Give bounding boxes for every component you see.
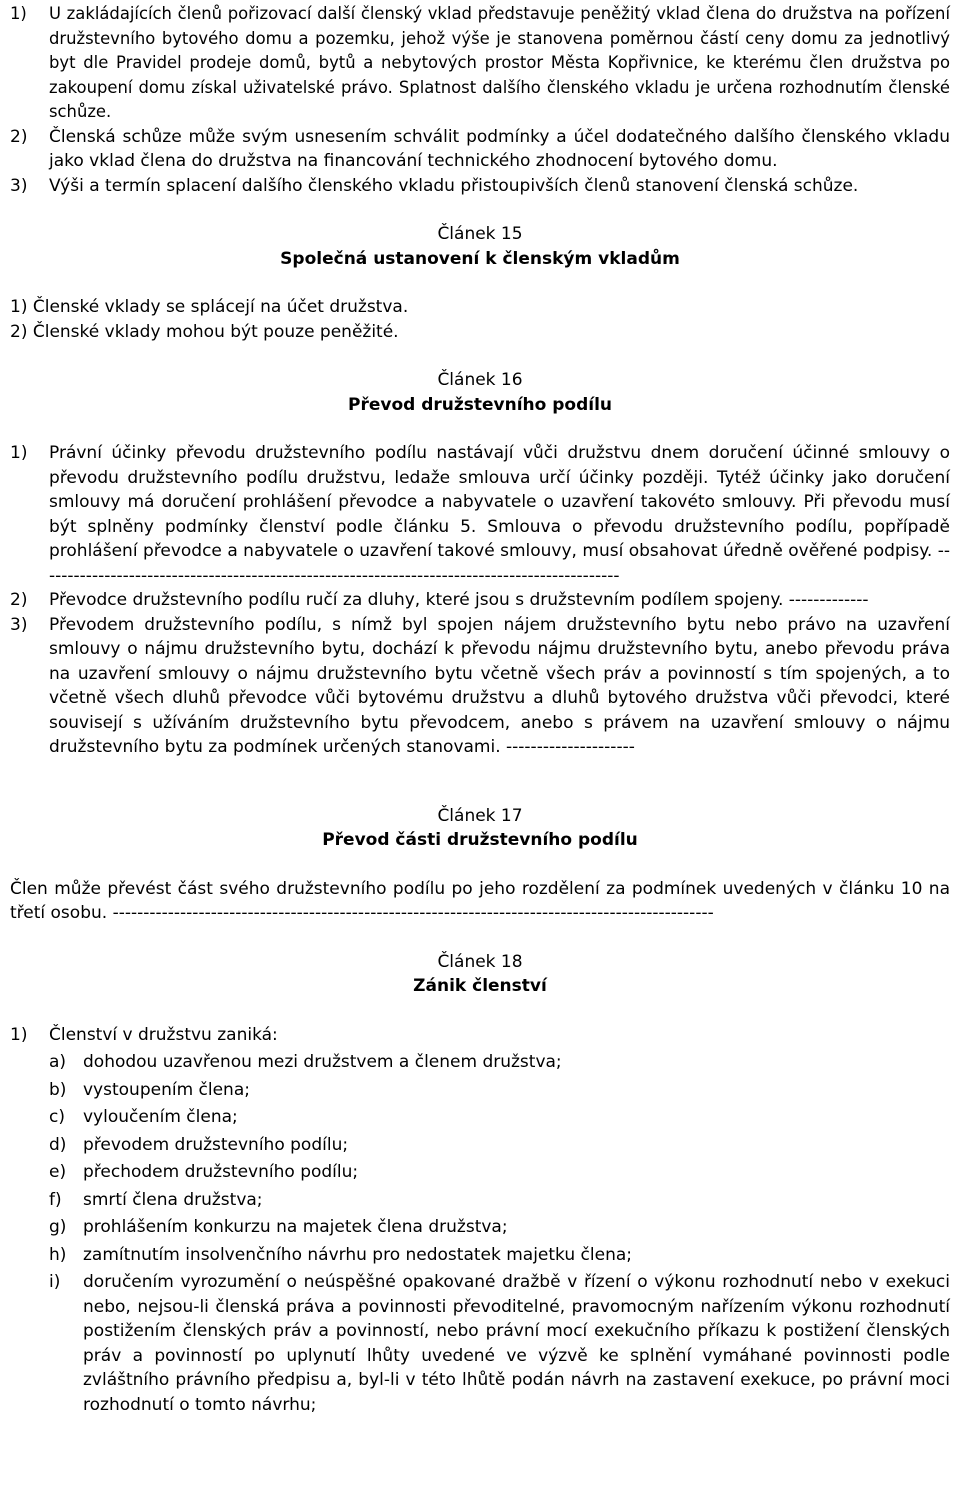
item-number: 3) [10,175,28,196]
sub-item-text: prohlášením konkurzu na majetek člena družstva; [83,1217,508,1237]
list-item [10,1023,950,1048]
sub-item-f [10,1188,950,1213]
sub-item-letter: c) [49,1107,65,1127]
sub-item-text: doručením vyrozumění o neúspěšné opakované dražbě v řízení o výkonu rozhodnutí nebo v exekuci nebo, nejsou-li členská práva a povinnosti převoditelné, pravomocným nařízením výkonu rozhodnutí postižením členských práv a povinností, nebo právní mocí exekučního příkazu k postižení členských práv a povinností po uplynutí lhůty uvedené ve výzvě ke splnění vymáhané povinnosti podle zvláštního právního předpisu a, byl-li v této lhůtě podán návrh na zastavení exekuce, po právní moci rozhodnutí o tomto návrhu; [83,1272,950,1415]
item-text: Převodem družstevního podílu, s nímž byl spojen nájem družstevního bytu nebo právo na uzavření smlouvy o nájmu družstevního bytu, dochází k převodu nájmu družstevního bytu, anebo převodu práva na uzavření smlouvy o nájmu družstevního bytu včetně všech práv a povinností s tím spojených, a to včetně všech dluhů převodce vůči bytovému družstvu a dluhů bytového družstva vůči převodci, které souvisejí s užíváním družstevního bytu převodcem, anebo s právem na uzavření smlouvy o nájmu družstevního bytu za podmínek určených stanovami. --------------------- [49,614,950,757]
sub-item-i [10,1270,950,1417]
article-title: Společná ustanovení k členským vkladům [280,248,680,269]
item-text: Právní účinky převodu družstevního podílu nastávají vůči družstvu dnem doručení účinné smlouvy o převodu družstevního podílu družstvu, ledaže smlouva určí účinky později. Tytéž účinky jako doručení smlouvy má doručení prohlášení převodce a nabyvatele o uzavření takovéto smlouvy. Při převodu musí být splněny podmínky členství podle článku 5. Smlouva o převodu družstevního podílu, popřípadě prohlášení převodce a nabyvatele o uzavření takové smlouvy, musí obsahovat úředně ověřené podpisy. ----------------------------------------------------------------------------------------------- [49,443,950,586]
list-item: 2) Členské vklady mohou být pouze peněžité. [10,321,399,342]
sub-item-letter: b) [49,1079,67,1100]
sub-item-text: převodem družstevního podílu; [83,1134,349,1155]
sub-item-g [10,1215,950,1240]
top-item-3 [10,174,950,199]
item-text: Výši a termín splacení dalšího členského vkladu přistoupivších členů stanovení členská schůze. [49,175,859,196]
article-heading: Článek 16 [437,370,523,390]
sub-item-c [10,1105,950,1130]
top-item-2 [10,125,950,174]
item-text: Členství v družstvu zaniká: [49,1024,278,1045]
article-16 [10,368,950,760]
article-title: Zánik členství [413,976,547,996]
item-number: 2) [10,126,28,147]
list-item [10,588,950,613]
article-15-items [10,295,950,344]
item-number: 3) [10,614,28,635]
sub-item-letter: f) [49,1189,62,1210]
sub-item-letter: h) [49,1244,67,1265]
article-heading: Článek 18 [437,951,523,972]
sub-item-letter: i) [49,1272,61,1292]
item-number: 1) [10,4,27,23]
sub-item-letter: e) [49,1162,67,1182]
item-number: 1) [10,1024,28,1045]
sub-item-letter: d) [49,1134,67,1155]
sub-item-d [10,1133,950,1158]
top-section [10,2,950,198]
article-17-text: Člen může převést část svého družstevního podílu po jeho rozdělení za podmínek uvedených v článku 10 na třetí osobu. -------------------------------------------------------------------------------------------------- [10,878,950,923]
list-item [10,613,950,760]
list-item [10,441,950,588]
sub-item-letter: a) [49,1052,67,1072]
sub-item-h [10,1243,950,1268]
sub-item-letter: g) [49,1217,67,1237]
sub-item-e [10,1160,950,1185]
article-16-items [10,441,950,760]
sub-item-text: smrtí člena družstva; [83,1189,263,1210]
item-number: 2) [10,590,28,610]
article-title: Převod části družstevního podílu [322,830,638,850]
item-text: Převodce družstevního podílu ručí za dluhy, které jsou s družstevním podílem spojeny. ------------- [49,590,869,610]
article-18 [10,950,950,1418]
sub-item-text: zamítnutím insolvenčního návrhu pro nedostatek majetku člena; [83,1244,633,1265]
article-18-items [10,1023,950,1418]
article-title: Převod družstevního podílu [347,394,613,415]
sub-item-b [10,1078,950,1103]
item-number: 1) [10,443,28,463]
item-text: U zakládajících členů pořizovací další členský vklad představuje peněžitý vklad člena do družstva na pořízení družstevního bytového domu a pozemku, jehož výše je stanovena poměrnou částí ceny domu za jednotlivý byt dle Pravidel prodeje domů, bytů a nebytových prostor Města Kopřivnice, ke kterému člen družstva po zakoupení domu získal uživatelské právo. Splatnost dalšího členského vkladu je určena rozhodnutím členské schůze. [49,4,950,121]
top-item-1 [10,2,950,125]
article-heading: Článek 15 [437,224,523,244]
sub-item-text: přechodem družstevního podílu; [83,1162,359,1182]
sub-item-text: dohodou uzavřenou mezi družstvem a členem družstva; [83,1052,562,1072]
sub-item-a [10,1050,950,1075]
item-text: Členská schůze může svým usnesením schválit podmínky a účel dodatečného dalšího členského vkladu jako vklad člena do družstva na financování technického zhodnocení bytového domu. [49,126,950,171]
article-17 [10,804,950,926]
sub-item-text: vystoupením člena; [83,1079,250,1100]
sub-item-text: vyloučením člena; [83,1107,238,1127]
article-15 [10,222,950,344]
list-item: 1) Členské vklady se splácejí na účet družstva. [10,297,409,317]
article-heading: Článek 17 [437,805,523,826]
